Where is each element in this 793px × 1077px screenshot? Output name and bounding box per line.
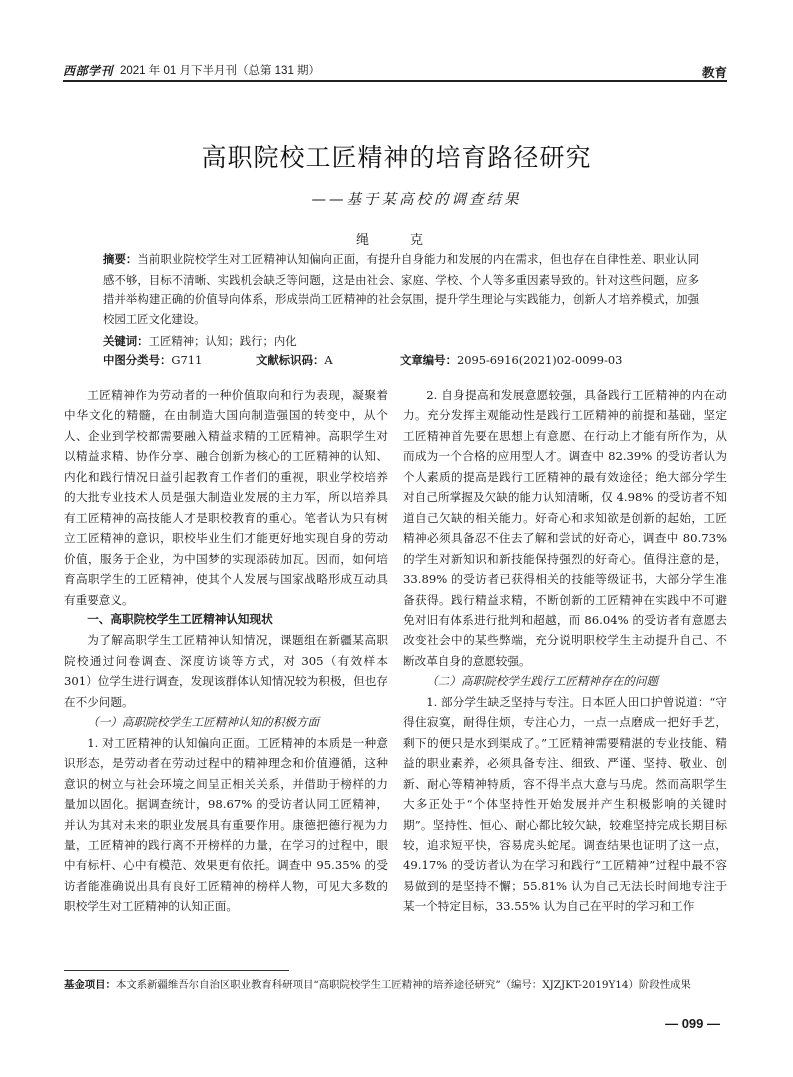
body-column-right [403,385,727,917]
keywords [103,332,699,352]
paragraph: 1. 部分学生缺乏坚持与专注。日本匠人田口护曾说道：“守得住寂寞，耐得住烦，专注心力，一点一点磨成一把好手艺，剩下的便只是水到渠成了。”工匠精神需要精湛的专业技能、精益的职业素养，必须具备专注、细致、严谨、坚持、敬业、创新、耐心等精神特质，容不得半点大意与马虎。然而高职学生大多正处于“个体坚持性开始发展并产生积极影响的关键时期”。坚持性、恒心、耐心都比较欠缺，较难坚持完成长期目标较，追求短平快，容易虎头蛇尾。调查结果也证明了这一点，49.17% 的受访者认为在学习和践行“工匠精神”过程中最不容易做到的是坚持不懈；55.81% 认为自己无法长时间地专注于某一个特定目标，33.55% 认为自己在平时的学习和工作 [403,694,727,914]
article-subtitle: ——基于某高校的调查结果 [311,192,522,208]
keywords-text: 工匠精神；认知；践行；内化 [148,334,297,348]
clc-label: 中图分类号： [103,355,172,367]
subsection-heading: （一）高职院校学生工匠精神认知的积极方面 [87,715,320,730]
issue-info: 2021 年 01 月下半月刊（总第 131 期） [120,65,321,77]
paragraph: 2. 自身提高和发展意愿较强，具备践行工匠精神的内在动力。充分发挥主观能动性是践行工匠精神的前提和基础，坚定工匠精神首先要在思想上有意愿、在行动上才能有所作为，从而成为一个合格的应用型人才。调查中 82.39% 的受访者认为个人素质的提高是践行工匠精神的最有效途径；绝大部分学生对自己所掌握及欠缺的能力认知清晰，仅 4.98% 的受访者不知道自己欠缺的相关能力。好奇心和求知欲是创新的起始，工匠精神必须具备忍不住去了解和尝试的好奇心，调查中 80.73% 的学生对新知识和新技能保持强烈的好奇心。值得注意的是，33.89% 的受访者已获得相关的技能等级证书，大部分学生准备获得。践行精益求精，不断创新的工匠精神在实践中不可避免对旧有体系进行批判和超越，而 86.04% 的受访者有意愿去改变社会中的某些弊端，充分说明职校学生主动提升自己、不断改革自身的意愿较强。 [403,388,727,668]
author-name: 绳 克 [355,233,437,248]
abstract-label: 摘要： [103,254,138,266]
footnote-rule [64,970,289,971]
doc-code-label: 文献标识码： [256,355,325,367]
abstract-text: 当前职业院校学生对工匠精神认知偏向正面，有提升自身能力和发展的内在需求，但也存在自律性差、职业认同感不够，目标不清晰、实践机会缺乏等问题，这是由社会、家庭、学校、个人等多重因素导致的。针对这些问题，应多措并举构建正确的价值导向体系，形成崇尚工匠精神的社会氛围，提升学生理论与实践能力，创新人才培养模式，加强校园工匠文化建设。 [103,252,699,326]
section-heading: 一、高职院校学生工匠精神认知现状 [87,612,273,626]
paragraph: 为了解高职学生工匠精神认知情况，课题组在新疆某高职院校通过问卷调查、深度访谈等方式，对 305（有效样本 301）位学生进行调查，发现该群体认知情况较为积极，但也存在不少问题。 [64,633,388,709]
doc-code-value: A [324,353,333,367]
article-no-field [400,351,622,371]
paragraph: 1. 对工匠精神的认知偏向正面。工匠精神的本质是一种意识形态，是劳动者在劳动过程中的精神理念和价值遵循，这种意识的树立与社会环境之间呈正相关关系，并借助于榜样的力量加以固化。据调查统计，98.67% 的受访者认同工匠精神，并认为其对未来的职业发展具有重要作用。康德把德行视为力量，工匠精神的践行离不开榜样的力量，在学习的过程中，眼中有标杆、心中有模范、效果更有依托。调查中 95.35% 的受访者能准确说出具有良好工匠精神的榜样人物，可见大多数的职校学生对工匠精神的认知正面。 [64,735,388,914]
footnote-label: 基金项目： [64,980,116,991]
article-no-value: 2095-6916(2021)02-0099-03 [456,353,623,367]
section-label: 教育 [701,66,727,80]
funding-footnote [64,977,728,994]
article-no-label: 文章编号： [400,355,457,367]
paragraph: 工匠精神作为劳动者的一种价值取向和行为表现，凝聚着中华文化的精髓，在由制造大国向制造强国的转变中，从个人、企业到学校都需要融入精益求精的工匠精神。高职学生对以精益求精、协作分享、融合创新为核心的工匠精神的认知、内化和践行情况日益引起教育工作者们的重视，职业学校培养的大批专业技术人员是强大制造业发展的主力军，所以培养具有工匠精神的高技能人才是职校教育的重心。笔者认为只有树立工匠精神的意识，职校毕业生们才能更好地实现自身的劳动价值，服务于企业，为中国梦的实现添砖加瓦。因而，如何培育高职学生的工匠精神，使其个人发展与国家战略形成互动具有重要意义。 [64,388,388,607]
footnote-text: 本文系新疆维吾尔自治区职业教育科研项目“高职院校学生工匠精神的培养途径研究”（编号：XJZJKT-2019Y14）阶段性成果 [115,979,691,991]
doc-code-field [256,351,333,371]
subsection-heading: （二）高职院校学生践行工匠精神存在的问题 [426,674,659,689]
classification-meta [103,351,703,371]
abstract [103,250,699,329]
journal-logo: 西部学刊 [63,64,114,78]
article-title: 高职院校工匠精神的培育路径研究 [201,143,592,172]
running-header [63,58,727,80]
page-number: — 099 — [665,1016,720,1031]
header-rule [63,80,727,82]
clc-field [103,351,202,371]
body-column-left [64,385,388,917]
clc-value: G711 [171,353,203,367]
keywords-label: 关键词： [103,336,149,348]
